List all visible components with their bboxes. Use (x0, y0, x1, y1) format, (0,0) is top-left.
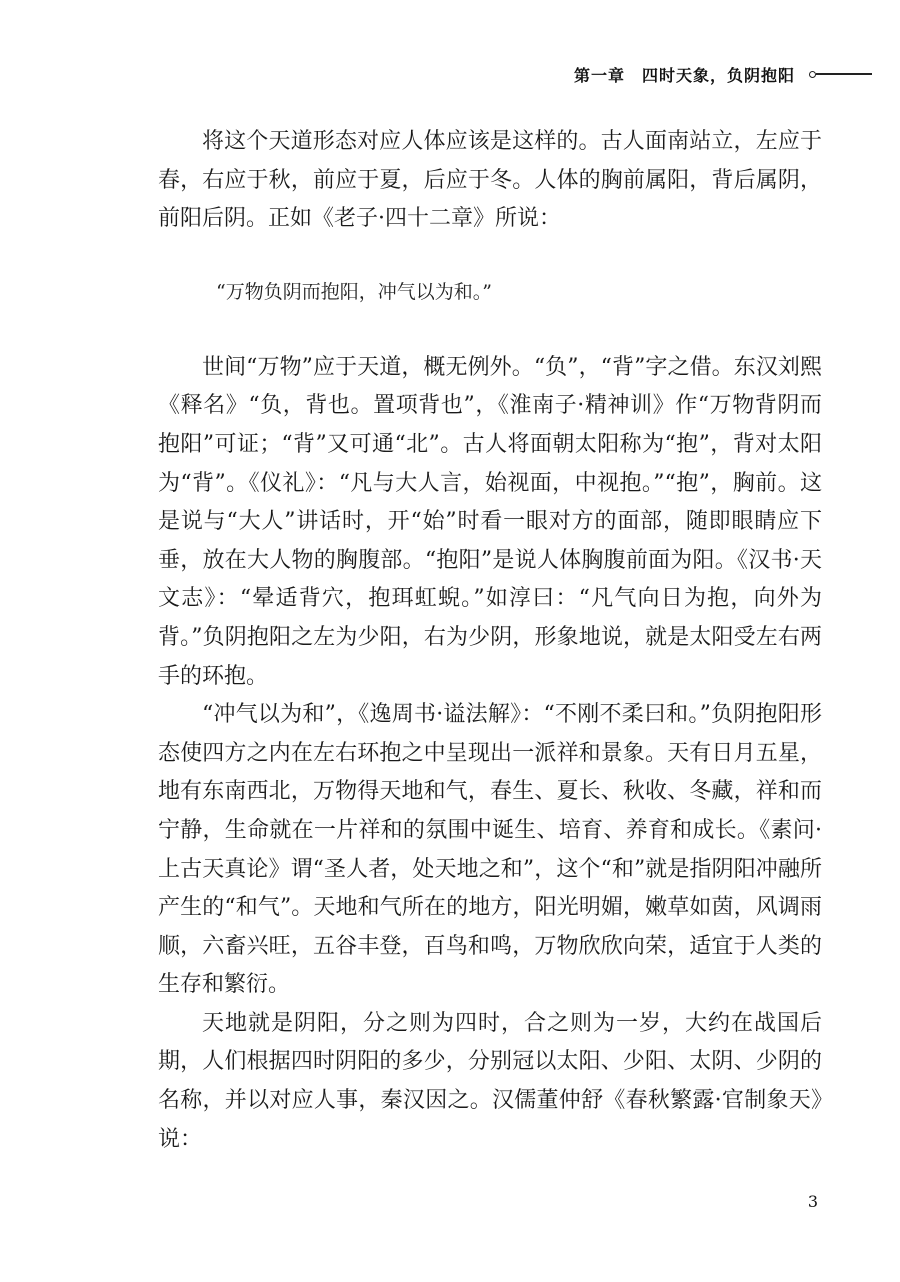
chapter-title: 第一章 四时天象，负阴抱阳 (573, 65, 795, 85)
paragraph-intro: 将这个天道形态对应人体应该是这样的。古人面南站立，左应于春，右应于秋，前应于夏，后应于冬。人体的胸前属阳，背后属阴，前阳后阴。正如《老子·四十二章》所说： (158, 129, 822, 232)
running-header (574, 60, 872, 88)
page-body (158, 123, 822, 1159)
header-ornament (809, 71, 872, 78)
paragraph-wanwu: 世间“万物”应于天道，概无例外。“负”，“背”字之借。东汉刘熙《释名》“负，背也。置项背也”，《淮南子·精神训》作“万物背阴而抱阳”可证；“背”又可通“北”。古人将面朝太阳称为“抱”，背对太阳为“背”。《仪礼》：“凡与大人言，始视面，中视抱。”“抱”，胸前。这是说与“大人”讲话时，开“始”时看一眼对方的面部，随即眼睛应下垂，放在大人物的胸腹部。“抱阳”是说人体胸腹前面为阳。《汉书·天文志》：“晕适背穴，抱珥虹蜺。”如淳曰：“凡气向日为抱，向外为背。”负阴抱阳之左为少阳，右为少阴，形象地说，就是太阳受左右两手的环抱。 (158, 354, 822, 689)
ornament-rule (816, 73, 872, 75)
spacer (158, 307, 822, 349)
block-quote: “万物负阴而抱阳，冲气以为和。” (216, 280, 492, 303)
paragraph-tiandi: 天地就是阴阳，分之则为四时，合之则为一岁，大约在战国后期，人们根据四时阴阳的多少，分别冠以太阳、少阳、太阴、少阴的名称，并以对应人事，秦汉因之。汉儒董仲舒《春秋繁露·官制象天》说： (158, 1010, 822, 1152)
paragraph-chongqi: “冲气以为和”，《逸周书·谥法解》：“不刚不柔曰和。”负阴抱阳形态使四方之内在左右环抱之中呈现出一派祥和景象。天有日月五星，地有东南西北，万物得天地和气，春生、夏长、秋收、冬藏，祥和而宁静，生命就在一片祥和的氛围中诞生、培育、养育和成长。《素问·上古天真论》谓“圣人者，处天地之和”，这个“和”就是指阴阳冲融所产生的“和气”。天地和气所在的地方，阳光明媚，嫩草如茵，风调雨顺，六畜兴旺，五谷丰登，百鸟和鸣，万物欣欣向荣，适宜于人类的生存和繁衍。 (158, 702, 822, 998)
ornament-circle (809, 71, 816, 78)
page-number: 3 (807, 1192, 818, 1211)
spacer (158, 239, 822, 277)
